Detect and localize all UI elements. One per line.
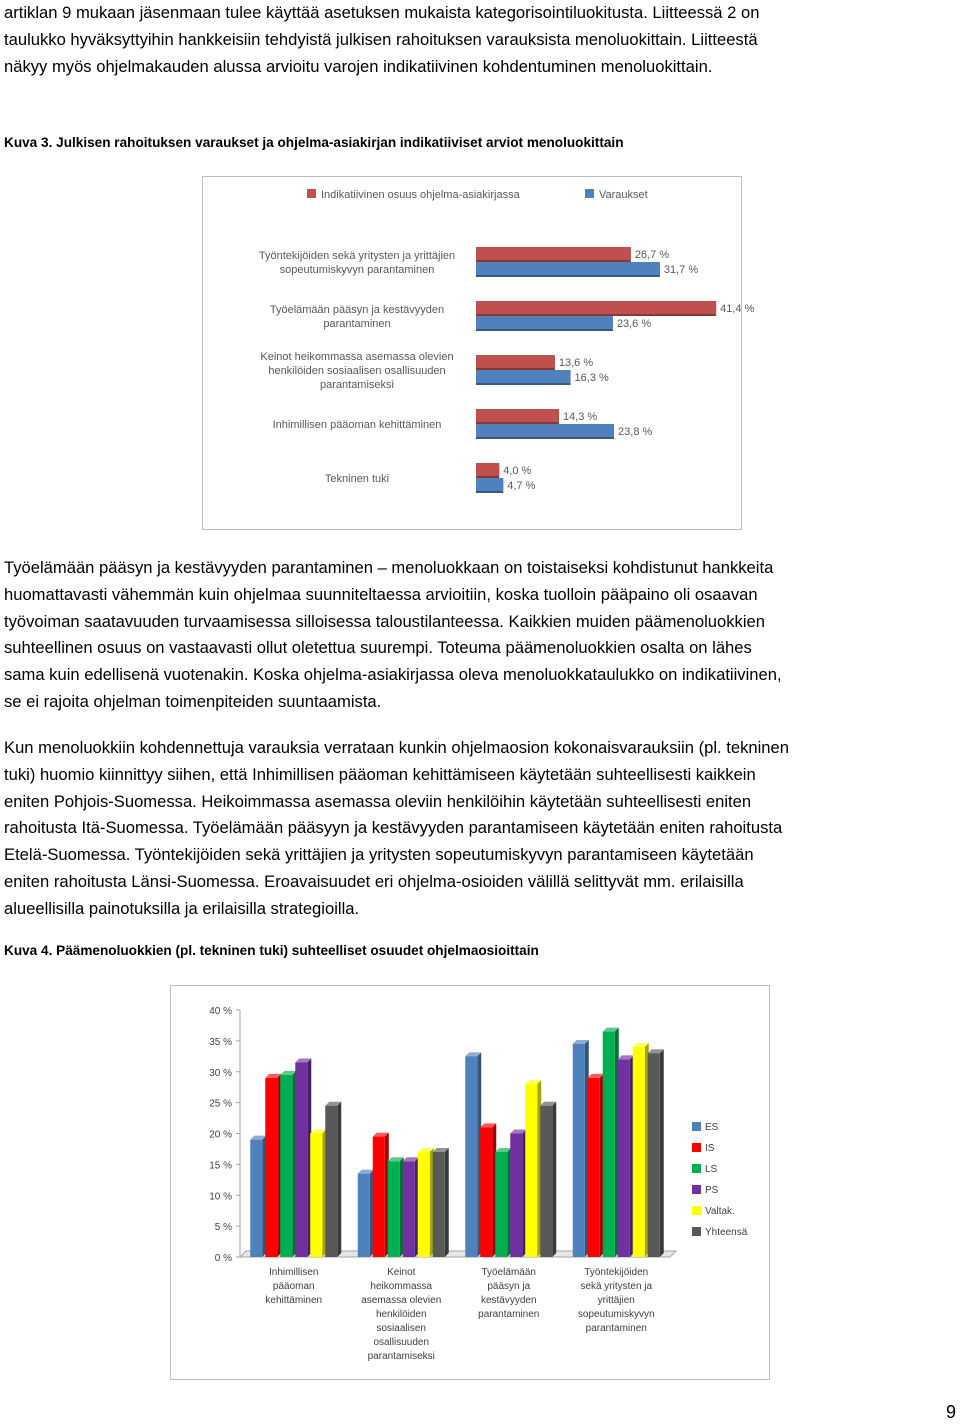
bar-side — [337, 1102, 341, 1257]
bar — [476, 409, 559, 422]
x-category-label: Keinot — [387, 1267, 416, 1278]
category-label: sopeutumiskyvyn parantaminen — [279, 264, 435, 276]
bar-front — [433, 1152, 445, 1257]
paragraph-3: Kun menoluokkiin kohdennettuja varauksia verrataan kunkin ohjelmaosion kokonaisvarauksiin (pl. tekninen tuki) huomio kiinnittyy siihen, että Inhimillisen pääoman kehittämiseen käytetään suhteellisesti kaikkein eniten Pohjois-Suomessa. Heikoimmassa asemassa oleviin henkilöihin käytetään suhteellisesti eniten rahoitusta Itä-Suomessa. Työelämään pääsyyn ja kestävyyden parantamiseen käytetään eniten rahoitusta Etelä-Suomessa. Työntekijöiden sekä yrittäjien ja yritysten sopeutumiskyvyn parantamiseen käytetään eniten rahoitusta Länsi-Suomessa. Eroavaisuudet eri ohjelma-osioiden välillä selittyvät mm. erilaisilla alueellisilla painotuksilla ja erilaisilla strategioilla. — [4, 738, 789, 918]
bar-front — [325, 1106, 337, 1257]
bar-ps — [510, 1130, 526, 1258]
x-category-label: henkilöiden — [375, 1309, 427, 1320]
legend-label-5: Yhteensä — [705, 1227, 748, 1238]
bar-front — [295, 1062, 307, 1257]
figure-3-svg — [202, 176, 755, 530]
bar-valtak — [310, 1130, 326, 1258]
bar — [476, 424, 614, 437]
bar-yhteens — [540, 1102, 556, 1257]
bar-front — [648, 1053, 660, 1257]
bar-front — [510, 1134, 522, 1258]
bar-is — [265, 1074, 281, 1257]
data-label: 13,6 % — [558, 357, 594, 369]
y-tick-label: 15 % — [209, 1160, 232, 1172]
data-label: 41,4 % — [720, 303, 755, 315]
bar-yhteens — [648, 1049, 664, 1257]
bar-front — [603, 1032, 615, 1257]
legend-swatch-5 — [692, 1227, 701, 1236]
category-label: Tekninen tuki — [324, 473, 390, 485]
legend-label-2: LS — [705, 1164, 718, 1175]
legend-label-4: Valtak. — [705, 1206, 735, 1217]
bar-yhteens — [433, 1148, 449, 1257]
bar-front — [588, 1078, 600, 1257]
category-label: Inhimillisen pääoman kehittäminen — [272, 419, 442, 431]
category-label: henkilöiden sosiaalisen osallisuuden — [268, 365, 446, 377]
y-tick-label: 20 % — [209, 1129, 232, 1141]
bar-side — [445, 1148, 449, 1257]
bar-valtak — [418, 1148, 434, 1257]
x-category-label: osallisuuden — [373, 1337, 430, 1348]
bar-ps — [295, 1058, 311, 1257]
y-tick-label: 30 % — [209, 1067, 232, 1079]
figure-3-chart — [202, 176, 755, 535]
legend-label-3: PS — [705, 1185, 719, 1196]
x-category-label: kehittäminen — [265, 1295, 323, 1306]
legend-swatch-1 — [692, 1143, 701, 1152]
bar-front — [403, 1161, 415, 1257]
data-label: 26,7 % — [634, 249, 670, 261]
bar — [476, 247, 631, 260]
bar-front — [388, 1161, 400, 1257]
data-label: 31,7 % — [663, 264, 699, 276]
bar-ls — [388, 1157, 404, 1257]
bar-side — [552, 1102, 556, 1257]
x-category-label: asemassa olevien — [361, 1295, 442, 1306]
bar-ls — [603, 1028, 619, 1257]
bar — [476, 463, 499, 476]
bar-front — [265, 1078, 277, 1257]
bar-yhteens — [325, 1102, 341, 1257]
page-number: 9 — [945, 1402, 956, 1422]
bar-valtak — [525, 1080, 541, 1257]
bar — [476, 355, 555, 368]
bar-front — [373, 1137, 385, 1257]
bar-front — [525, 1084, 537, 1257]
x-category-label: pääsyn ja — [487, 1281, 531, 1292]
legend-swatch-3 — [692, 1185, 701, 1194]
y-tick-label: 10 % — [209, 1191, 232, 1203]
intro-paragraph: artiklan 9 mukaan jäsenmaan tulee käyttää asetuksen mukaista kategorisointiluokitusta. Liitteessä 2 on taulukko hyväksyttyihin hankkeisiin tehdyistä julkisen rahoituksen varauksista menoluokittain. Liitteestä näkyy myös ohjelmakauden alussa arvioitu varojen indikatiivinen kohdentuminen menoluokittain. — [4, 3, 760, 76]
x-category-label: pääoman — [272, 1281, 315, 1292]
x-category-label: parantaminen — [585, 1323, 647, 1334]
y-tick-label: 35 % — [209, 1036, 232, 1048]
bar-es — [465, 1052, 481, 1257]
bar — [476, 316, 613, 329]
x-category-label: Inhimillisen — [269, 1267, 319, 1278]
category-label: Työntekijöiden sekä yritysten ja yrittäjien — [258, 250, 456, 262]
bar-es — [358, 1170, 374, 1257]
data-label: 4,7 % — [507, 480, 536, 492]
figure-4-chart — [170, 985, 770, 1385]
bar-is — [588, 1074, 604, 1257]
category-label: Työelämään pääsyn ja kestävyyden — [269, 304, 445, 316]
bar-ps — [618, 1055, 634, 1257]
bar-front — [418, 1152, 430, 1257]
bar — [476, 370, 571, 383]
legend-label-1: IS — [705, 1143, 715, 1154]
legend-label-0: ES — [705, 1122, 719, 1133]
bar-ls — [280, 1071, 296, 1257]
bar — [476, 301, 716, 314]
bar-front — [633, 1047, 645, 1257]
bar-front — [480, 1127, 492, 1257]
x-category-label: sosiaalisen — [376, 1323, 426, 1334]
x-category-label: sekä yritysten ja — [580, 1281, 653, 1292]
x-category-label: Työntekijöiden — [584, 1267, 649, 1278]
bar-es — [573, 1040, 589, 1257]
bar-valtak — [633, 1043, 649, 1257]
bar-front — [310, 1134, 322, 1258]
data-label: 16,3 % — [574, 372, 609, 384]
figure-4-svg — [170, 985, 770, 1380]
x-category-label: sopeutumiskyvyn — [577, 1309, 655, 1320]
y-tick-label: 40 % — [209, 1006, 232, 1017]
data-label: 23,6 % — [616, 318, 652, 330]
bar-ps — [403, 1157, 419, 1257]
legend-label-1: Varaukset — [599, 189, 648, 201]
x-category-label: Työelämään — [481, 1267, 536, 1278]
legend-swatch-2 — [692, 1164, 701, 1173]
x-category-label: kestävyyden — [480, 1295, 537, 1306]
bar-is — [480, 1123, 496, 1257]
bar-front — [250, 1140, 262, 1257]
x-category-label: yrittäjien — [597, 1295, 635, 1306]
bar — [476, 262, 660, 275]
bar-ls — [495, 1148, 511, 1257]
bar-front — [358, 1174, 370, 1257]
bar — [476, 478, 503, 491]
legend-swatch-0 — [307, 189, 316, 198]
x-category-label: heikommassa — [370, 1281, 433, 1292]
bar-es — [250, 1136, 266, 1257]
figure-3-caption: Kuva 3. Julkisen rahoituksen varaukset ja ohjelma-asiakirjan indikatiiviset arviot menoluokittain — [4, 135, 624, 150]
category-label: parantaminen — [323, 318, 391, 330]
data-label: 4,0 % — [503, 465, 532, 477]
bar-side — [660, 1049, 664, 1257]
legend-swatch-4 — [692, 1206, 701, 1215]
bar-front — [573, 1044, 585, 1257]
data-label: 14,3 % — [562, 411, 598, 423]
legend-swatch-1 — [585, 189, 594, 198]
y-tick-label: 25 % — [209, 1098, 232, 1110]
legend-swatch-0 — [692, 1122, 701, 1131]
figure-4-caption: Kuva 4. Päämenoluokkien (pl. tekninen tuki) suhteelliset osuudet ohjelmaosioittain — [4, 943, 539, 958]
legend-label-0: Indikatiivinen osuus ohjelma-asiakirjassa — [321, 189, 520, 201]
bar-front — [280, 1075, 292, 1257]
x-category-label: parantamiseksi — [367, 1351, 435, 1362]
bar-front — [540, 1106, 552, 1257]
y-tick-label: 5 % — [214, 1222, 232, 1234]
bar-front — [618, 1059, 630, 1257]
bar-front — [495, 1152, 507, 1257]
y-tick-label: 0 % — [214, 1253, 232, 1264]
data-label: 23,8 % — [618, 426, 653, 438]
paragraph-2: Työelämään pääsyn ja kestävyyden parantaminen – menoluokkaan on toistaiseksi kohdistunut hankkeita huomattavasti vähemmän kuin ohjelmaa suunniteltaessa arvioitiin, koska tuolloin pääpaino oli osaavan työvoiman saatavuuden turvaamisessa silloisessa taloustilanteessa. Kaikkien muiden päämenoluokkien suhteellinen osuus on vastaavasti ollut oletettua suurempi. Toteuma päämenoluokkien osalta on lähes sama kuin edellisenä vuotenakin. Koska ohjelma-asiakirjassa oleva menoluokkataulukko on indikatiivinen, se ei rajoita ohjelman toimenpiteiden suuntaamista. — [4, 558, 782, 711]
category-label: Keinot heikommassa asemassa olevien — [260, 351, 454, 363]
bar-is — [373, 1133, 389, 1257]
category-label: parantamiseksi — [320, 379, 394, 391]
x-category-label: parantaminen — [478, 1309, 540, 1320]
bar-front — [465, 1056, 477, 1257]
